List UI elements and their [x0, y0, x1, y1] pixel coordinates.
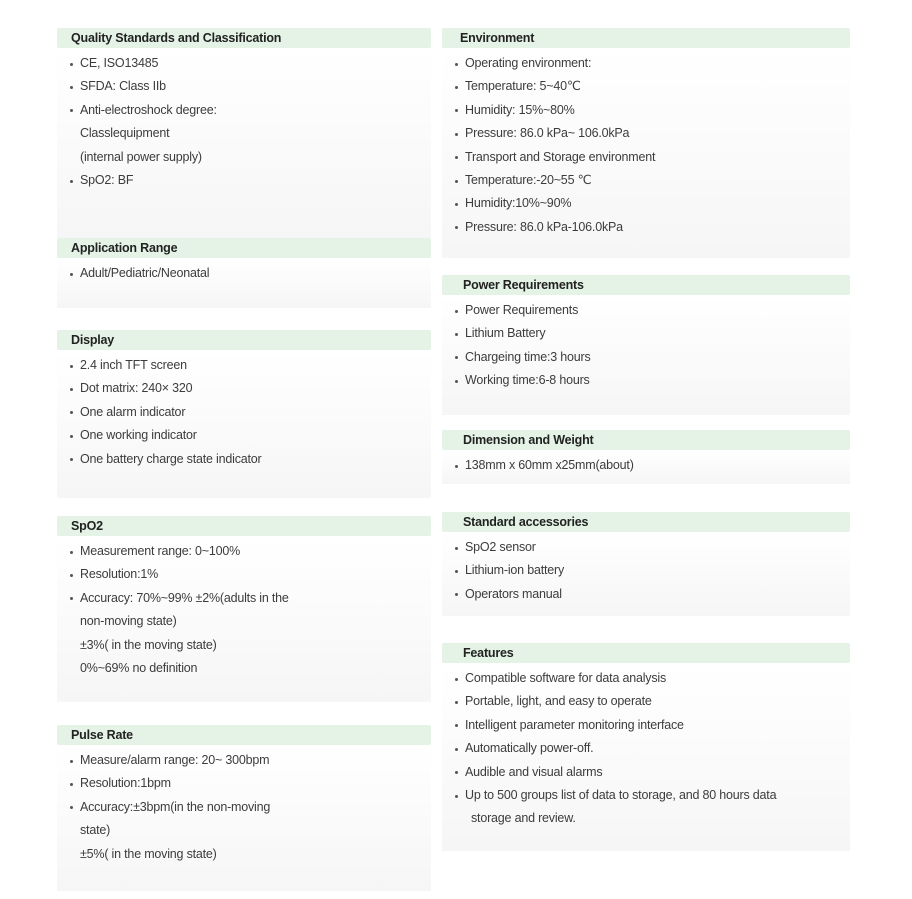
- list-item: Operating environment:: [442, 52, 850, 75]
- application-range-section: [57, 238, 431, 308]
- list-item: Working time:6-8 hours: [442, 369, 850, 392]
- list-item: Temperature:-20~55 ℃: [442, 169, 850, 192]
- list-item-continuation: ±3%( in the moving state): [80, 637, 217, 652]
- environment-section: [442, 28, 850, 258]
- list-item: Accuracy: 70%~99% ±2%(adults in the: [57, 587, 431, 610]
- list-item: Up to 500 groups list of data to storage, and 80 hours data: [442, 784, 850, 807]
- section-title: Pulse Rate: [57, 725, 431, 745]
- list-item: One battery charge state indicator: [57, 448, 431, 471]
- list-item: Humidity: 15%~80%: [442, 99, 850, 122]
- list-item: Automatically power-off.: [442, 737, 850, 760]
- list-item: Measure/alarm range: 20~ 300bpm: [57, 749, 431, 772]
- list-item: Measurement range: 0~100%: [57, 540, 431, 563]
- list-item: Pressure: 86.0 kPa-106.0kPa: [442, 216, 850, 239]
- list-item: SpO2: BF: [57, 169, 431, 192]
- list-item: 2.4 inch TFT screen: [57, 354, 431, 377]
- list-item-continuation: ±5%( in the moving state): [80, 846, 217, 861]
- section-title: Display: [57, 330, 431, 350]
- list-item: Compatible software for data analysis: [442, 667, 850, 690]
- dimension-weight-section: [442, 430, 850, 484]
- section-title: Power Requirements: [442, 275, 850, 295]
- spo2-section: [57, 516, 431, 702]
- list-item-continuation: (internal power supply): [80, 149, 202, 164]
- display-section: [57, 330, 431, 498]
- list-item-continuation: non-moving state): [80, 614, 177, 629]
- list-item: 138mm x 60mm x25mm(about): [442, 454, 850, 477]
- section-title: Dimension and Weight: [442, 430, 850, 450]
- list-item: One working indicator: [57, 424, 431, 447]
- list-item: Operators manual: [442, 583, 850, 606]
- list-item: Lithium-ion battery: [442, 559, 850, 582]
- quality-standards-section: [57, 28, 431, 238]
- list-item: Pressure: 86.0 kPa~ 106.0kPa: [442, 122, 850, 145]
- list-item: SFDA: Class IIb: [57, 75, 431, 98]
- list-item: Chargeing time:3 hours: [442, 346, 850, 369]
- list-item: Resolution:1bpm: [57, 772, 431, 795]
- section-title: Environment: [442, 28, 850, 48]
- list-item-continuation: Classlequipment: [80, 126, 170, 141]
- section-title: Quality Standards and Classification: [57, 28, 431, 48]
- list-item: SpO2 sensor: [442, 536, 850, 559]
- list-item-continuation: 0%~69% no definition: [80, 661, 198, 676]
- pulse-rate-section: [57, 725, 431, 891]
- list-item: Accuracy:±3bpm(in the non-moving: [57, 796, 431, 819]
- list-item-continuation: state): [80, 823, 111, 838]
- list-item: Humidity:10%~90%: [442, 192, 850, 215]
- list-item: Anti-electroshock degree:: [57, 99, 431, 122]
- list-item: Resolution:1%: [57, 563, 431, 586]
- list-item: One alarm indicator: [57, 401, 431, 424]
- list-item: Intelligent parameter monitoring interface: [442, 714, 850, 737]
- features-section: [442, 643, 850, 851]
- section-title: Features: [442, 643, 850, 663]
- standard-accessories-section: [442, 512, 850, 616]
- list-item-continuation: storage and review.: [471, 811, 576, 826]
- list-item: Audible and visual alarms: [442, 761, 850, 784]
- section-title: SpO2: [57, 516, 431, 536]
- list-item: Temperature: 5~40℃: [442, 75, 850, 98]
- list-item: Portable, light, and easy to operate: [442, 690, 850, 713]
- list-item: Dot matrix: 240× 320: [57, 377, 431, 400]
- list-item: Transport and Storage environment: [442, 146, 850, 169]
- power-requirements-section: [442, 275, 850, 415]
- section-title: Application Range: [57, 238, 431, 258]
- list-item: Adult/Pediatric/Neonatal: [57, 262, 431, 285]
- section-title: Standard accessories: [442, 512, 850, 532]
- list-item: CE, ISO13485: [57, 52, 431, 75]
- list-item: Power Requirements: [442, 299, 850, 322]
- list-item: Lithium Battery: [442, 322, 850, 345]
